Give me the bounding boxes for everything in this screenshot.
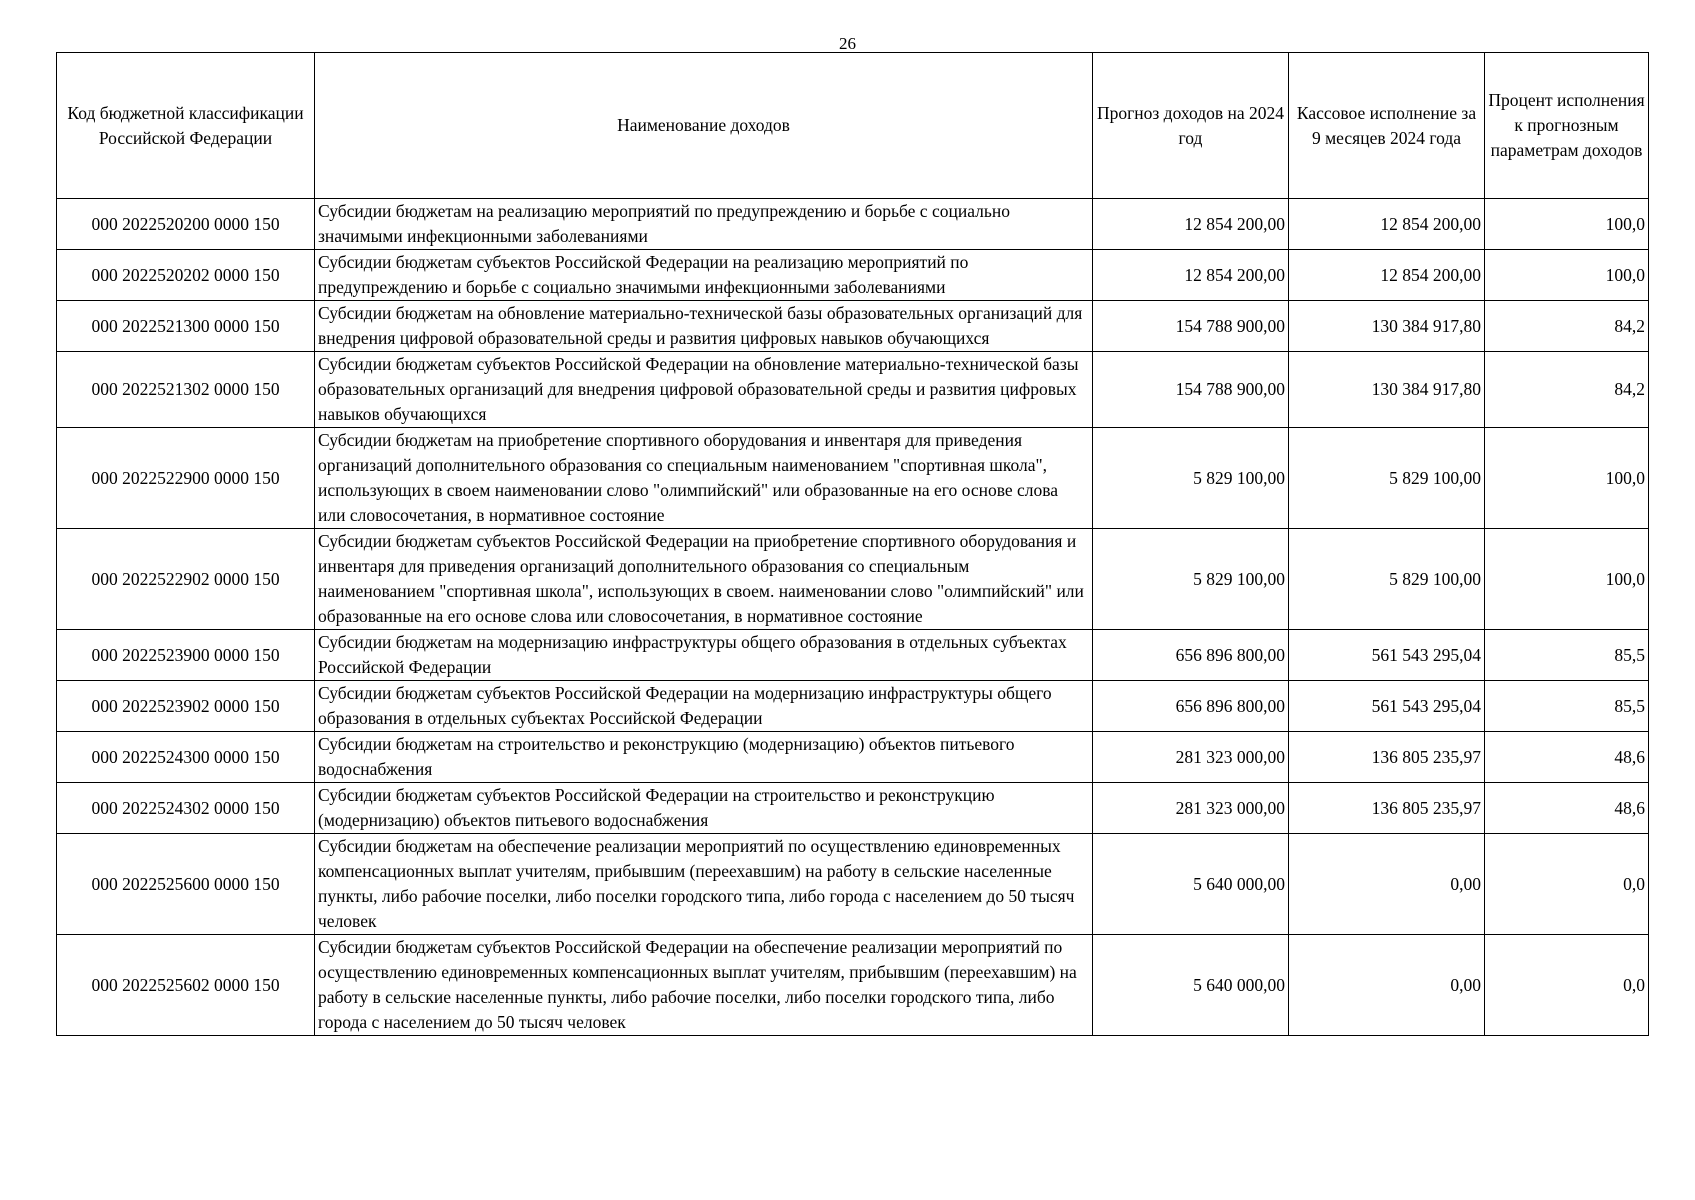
cell-name: Субсидии бюджетам субъектов Российской Федерации на модернизацию инфраструктуры общего образования в отдельных субъектах Российской Федерации xyxy=(315,681,1093,732)
cell-name: Субсидии бюджетам на приобретение спортивного оборудования и инвентаря для приведения организаций дополнительного образования со специальным наименованием "спортивная школа", использующих в своем наименовании слово "олимпийский" или образованные на его основе слова или словосочетания, в нормативное состояние xyxy=(315,428,1093,529)
table-row xyxy=(57,935,1649,1036)
table-row xyxy=(57,783,1649,834)
table-row xyxy=(57,352,1649,428)
cell-percent: 0,0 xyxy=(1485,834,1649,935)
cell-execution: 561 543 295,04 xyxy=(1289,630,1485,681)
cell-percent: 84,2 xyxy=(1485,352,1649,428)
cell-forecast: 281 323 000,00 xyxy=(1093,732,1289,783)
cell-code: 000 2022523902 0000 150 xyxy=(57,681,315,732)
cell-percent: 100,0 xyxy=(1485,250,1649,301)
cell-name: Субсидии бюджетам на строительство и реконструкцию (модернизацию) объектов питьевого водоснабжения xyxy=(315,732,1093,783)
cell-forecast: 656 896 800,00 xyxy=(1093,681,1289,732)
cell-percent: 85,5 xyxy=(1485,630,1649,681)
table-body xyxy=(57,199,1649,1036)
cell-execution: 0,00 xyxy=(1289,935,1485,1036)
cell-code: 000 2022524302 0000 150 xyxy=(57,783,315,834)
cell-execution: 0,00 xyxy=(1289,834,1485,935)
cell-forecast: 154 788 900,00 xyxy=(1093,301,1289,352)
cell-forecast: 5 829 100,00 xyxy=(1093,529,1289,630)
header-name: Наименование доходов xyxy=(315,53,1093,199)
table-row xyxy=(57,428,1649,529)
cell-name: Субсидии бюджетам на модернизацию инфраструктуры общего образования в отдельных субъектах Российской Федерации xyxy=(315,630,1093,681)
cell-percent: 100,0 xyxy=(1485,529,1649,630)
cell-execution: 130 384 917,80 xyxy=(1289,352,1485,428)
cell-forecast: 5 640 000,00 xyxy=(1093,935,1289,1036)
cell-forecast: 5 640 000,00 xyxy=(1093,834,1289,935)
cell-code: 000 2022521302 0000 150 xyxy=(57,352,315,428)
table-header xyxy=(57,53,1649,199)
table-row xyxy=(57,301,1649,352)
cell-code: 000 2022520202 0000 150 xyxy=(57,250,315,301)
cell-name: Субсидии бюджетам субъектов Российской Федерации на приобретение спортивного оборудования и инвентаря для приведения организаций дополнительного образования со специальным наименованием "спортивная школа", использующих в своем. наименовании слово "олимпийский" или образованные на его основе слова или словосочетания, в нормативное состояние xyxy=(315,529,1093,630)
cell-code: 000 2022524300 0000 150 xyxy=(57,732,315,783)
cell-name: Субсидии бюджетам субъектов Российской Федерации на строительство и реконструкцию (модернизацию) объектов питьевого водоснабжения xyxy=(315,783,1093,834)
table-row xyxy=(57,250,1649,301)
cell-code: 000 2022525602 0000 150 xyxy=(57,935,315,1036)
cell-code: 000 2022521300 0000 150 xyxy=(57,301,315,352)
cell-execution: 561 543 295,04 xyxy=(1289,681,1485,732)
cell-code: 000 2022520200 0000 150 xyxy=(57,199,315,250)
cell-percent: 48,6 xyxy=(1485,732,1649,783)
table-row xyxy=(57,681,1649,732)
cell-code: 000 2022525600 0000 150 xyxy=(57,834,315,935)
cell-percent: 0,0 xyxy=(1485,935,1649,1036)
table-row xyxy=(57,630,1649,681)
cell-execution: 5 829 100,00 xyxy=(1289,428,1485,529)
header-code: Код бюджетной классификации Российской Федерации xyxy=(57,53,315,199)
cell-execution: 136 805 235,97 xyxy=(1289,732,1485,783)
cell-execution: 12 854 200,00 xyxy=(1289,199,1485,250)
cell-name: Субсидии бюджетам субъектов Российской Федерации на реализацию мероприятий по предупреждению и борьбе с социально значимыми инфекционными заболеваниями xyxy=(315,250,1093,301)
cell-percent: 85,5 xyxy=(1485,681,1649,732)
cell-percent: 100,0 xyxy=(1485,428,1649,529)
cell-forecast: 12 854 200,00 xyxy=(1093,250,1289,301)
table-row xyxy=(57,834,1649,935)
cell-code: 000 2022522902 0000 150 xyxy=(57,529,315,630)
page-number: 26 xyxy=(839,34,856,53)
cell-name: Субсидии бюджетам на обновление материально-технической базы образовательных организаций для внедрения цифровой образовательной среды и развития цифровых навыков обучающихся xyxy=(315,301,1093,352)
cell-forecast: 12 854 200,00 xyxy=(1093,199,1289,250)
cell-execution: 5 829 100,00 xyxy=(1289,529,1485,630)
cell-forecast: 656 896 800,00 xyxy=(1093,630,1289,681)
revenue-table xyxy=(56,52,1649,1036)
cell-forecast: 5 829 100,00 xyxy=(1093,428,1289,529)
cell-name: Субсидии бюджетам на реализацию мероприятий по предупреждению и борьбе с социально значимыми инфекционными заболеваниями xyxy=(315,199,1093,250)
table-row xyxy=(57,529,1649,630)
cell-name: Субсидии бюджетам на обеспечение реализации мероприятий по осуществлению единовременных компенсационных выплат учителям, прибывшим (переехавшим) на работу в сельские населенные пункты, либо рабочие поселки, либо поселки городского типа, либо города с населением до 50 тысяч человек xyxy=(315,834,1093,935)
cell-code: 000 2022522900 0000 150 xyxy=(57,428,315,529)
header-execution: Кассовое исполнение за 9 месяцев 2024 года xyxy=(1289,53,1485,199)
cell-execution: 130 384 917,80 xyxy=(1289,301,1485,352)
header-percent: Процент исполнения к прогнозным параметрам доходов xyxy=(1485,53,1649,199)
header-row xyxy=(57,53,1649,199)
cell-code: 000 2022523900 0000 150 xyxy=(57,630,315,681)
cell-forecast: 154 788 900,00 xyxy=(1093,352,1289,428)
cell-execution: 136 805 235,97 xyxy=(1289,783,1485,834)
cell-percent: 48,6 xyxy=(1485,783,1649,834)
cell-forecast: 281 323 000,00 xyxy=(1093,783,1289,834)
cell-percent: 100,0 xyxy=(1485,199,1649,250)
table-row xyxy=(57,199,1649,250)
cell-percent: 84,2 xyxy=(1485,301,1649,352)
cell-name: Субсидии бюджетам субъектов Российской Федерации на обеспечение реализации мероприятий по осуществлению единовременных компенсационных выплат учителям, прибывшим (переехавшим) на работу в сельские населенные пункты, либо рабочие поселки, либо поселки городского типа, либо города с населением до 50 тысяч человек xyxy=(315,935,1093,1036)
cell-name: Субсидии бюджетам субъектов Российской Федерации на обновление материально-технической базы образовательных организаций для внедрения цифровой образовательной среды и развития цифровых навыков обучающихся xyxy=(315,352,1093,428)
table-row xyxy=(57,732,1649,783)
header-forecast: Прогноз доходов на 2024 год xyxy=(1093,53,1289,199)
cell-execution: 12 854 200,00 xyxy=(1289,250,1485,301)
